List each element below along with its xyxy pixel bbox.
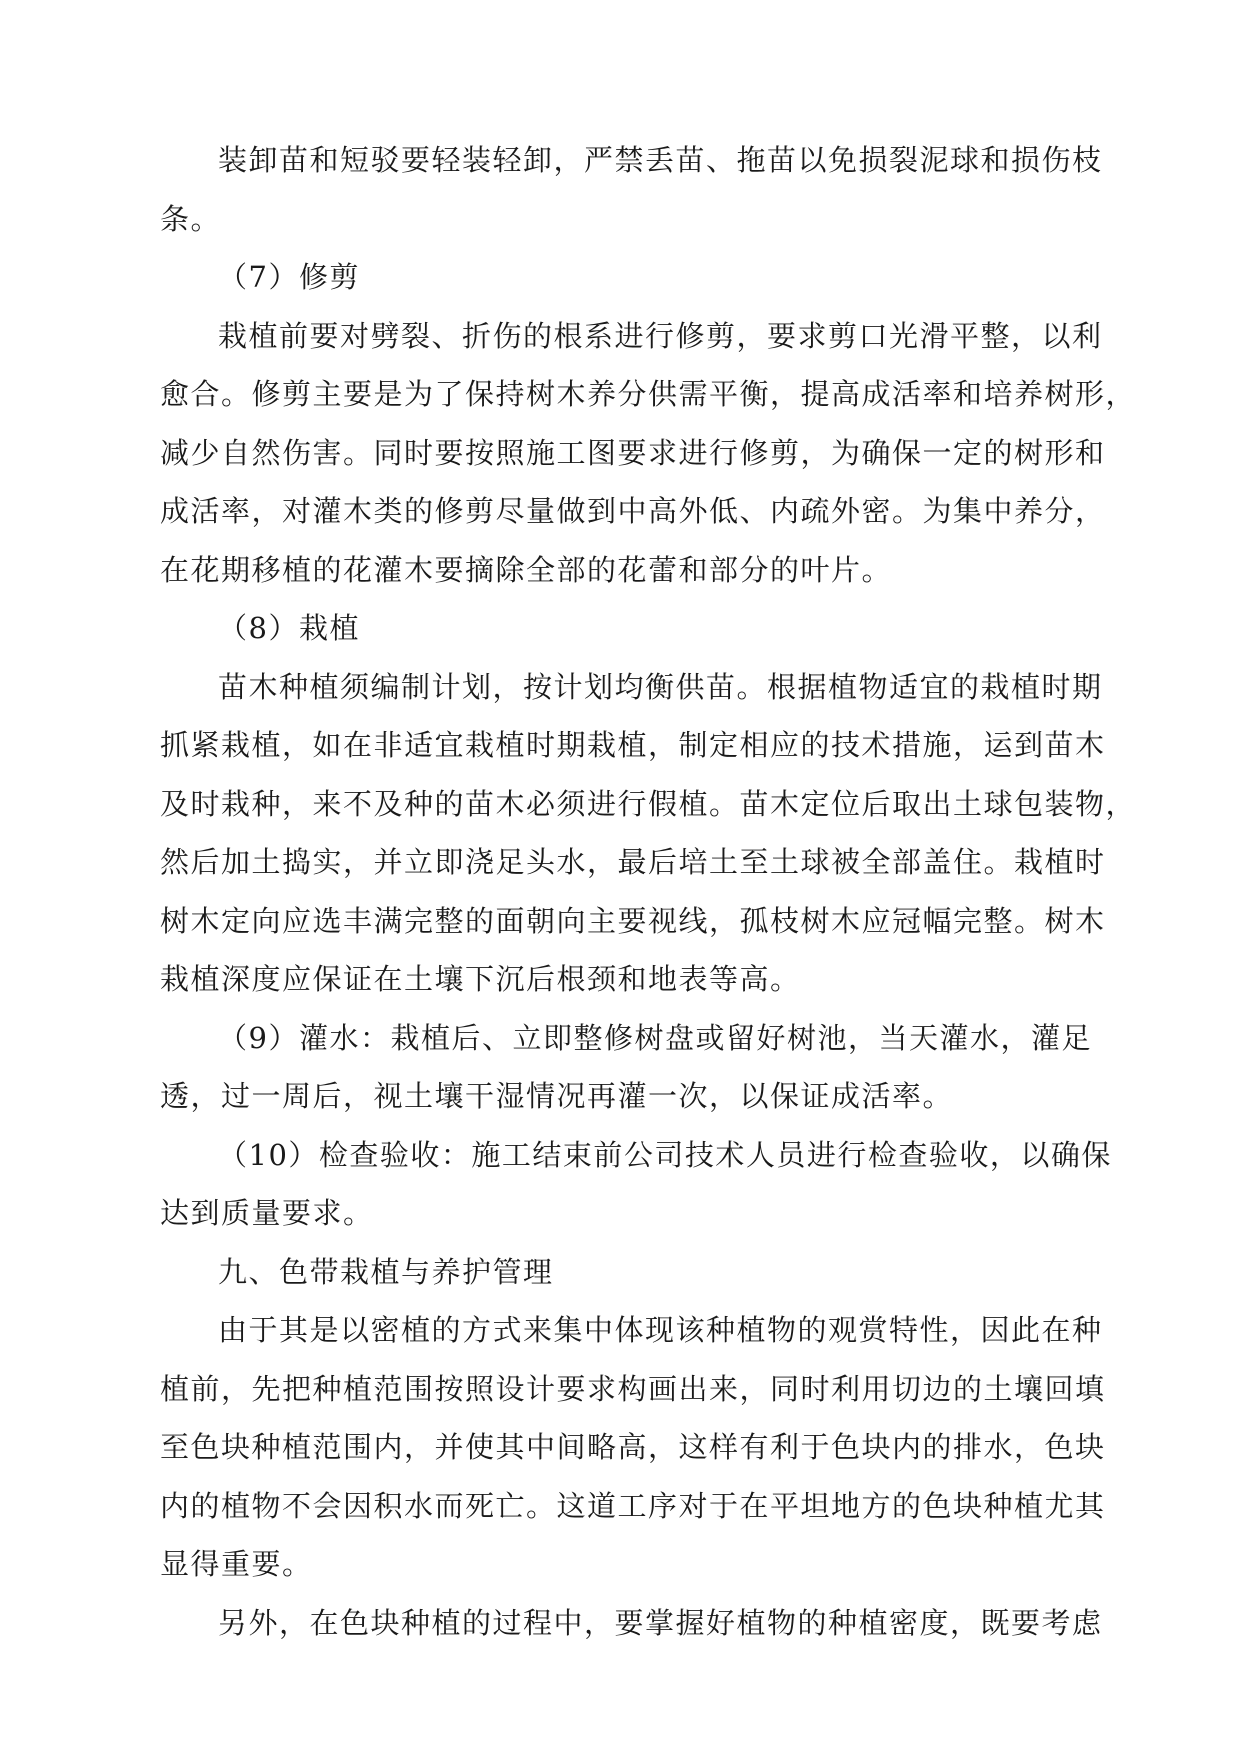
paragraph-line: 愈合。修剪主要是为了保持树木养分供需平衡，提高成活率和培养树形， — [160, 377, 1137, 411]
paragraph-line: 透，过一周后，视土壤干湿情况再灌一次，以保证成活率。 — [160, 1079, 954, 1113]
paragraph-line: 苗木种植须编制计划，按计划均衡供苗。根据植物适宜的栽植时期 — [218, 669, 1103, 704]
paragraph-line: （10）检查验收：施工结束前公司技术人员进行检查验收，以确保 — [218, 1137, 1112, 1172]
paragraph-line: 成活率，对灌木类的修剪尽量做到中高外低、内疏外密。为集中养分， — [160, 494, 1106, 528]
paragraph-line: 栽植前要对劈裂、折伤的根系进行修剪，要求剪口光滑平整，以利 — [218, 318, 1103, 353]
paragraph-line: 栽植深度应保证在土壤下沉后根颈和地表等高。 — [160, 962, 801, 996]
section-heading-pruning: （7）修剪 — [218, 260, 360, 294]
paragraph-line: 然后加土捣实，并立即浇足头水，最后培土至土球被全部盖住。栽植时 — [160, 845, 1106, 879]
document-body — [160, 131, 1137, 1652]
paragraph-line: 条。 — [160, 201, 222, 236]
paragraph-line: 内的植物不会因积水而死亡。这道工序对于在平坦地方的色块种植尤其 — [160, 1488, 1106, 1523]
section-heading-color-band: 九、色带栽植与养护管理 — [218, 1254, 554, 1289]
paragraph-line: 达到质量要求。 — [160, 1196, 374, 1230]
section-heading-planting: （8）栽植 — [218, 611, 360, 645]
paragraph-line: 树木定向应选丰满完整的面朝向主要视线，孤枝树木应冠幅完整。树木 — [160, 903, 1106, 938]
paragraph-line: 另外，在色块种植的过程中，要掌握好植物的种植密度，既要考虑 — [218, 1605, 1103, 1640]
paragraph-line: 减少自然伤害。同时要按照施工图要求进行修剪，为确保一定的树形和 — [160, 435, 1106, 470]
paragraph-line: 装卸苗和短驳要轻装轻卸，严禁丢苗、拖苗以免损裂泥球和损伤枝 — [218, 143, 1103, 177]
paragraph-line: 在花期移植的花灌木要摘除全部的花蕾和部分的叶片。 — [160, 552, 893, 587]
paragraph-line: 由于其是以密植的方式来集中体现该种植物的观赏特性，因此在种 — [218, 1313, 1103, 1347]
paragraph-line: 至色块种植范围内，并使其中间略高，这样有利于色块内的排水，色块 — [160, 1430, 1106, 1464]
paragraph-line: 抓紧栽植，如在非适宜栽植时期栽植，制定相应的技术措施，运到苗木 — [160, 728, 1106, 762]
paragraph-line: 及时栽种，来不及种的苗木必须进行假植。苗木定位后取出土球包装物， — [160, 786, 1137, 821]
paragraph-line: 显得重要。 — [160, 1547, 313, 1581]
paragraph-line: 植前，先把种植范围按照设计要求构画出来，同时利用切边的土壤回填 — [160, 1371, 1106, 1406]
paragraph-line: （9）灌水：栽植后、立即整修树盘或留好树池，当天灌水，灌足 — [218, 1020, 1092, 1055]
